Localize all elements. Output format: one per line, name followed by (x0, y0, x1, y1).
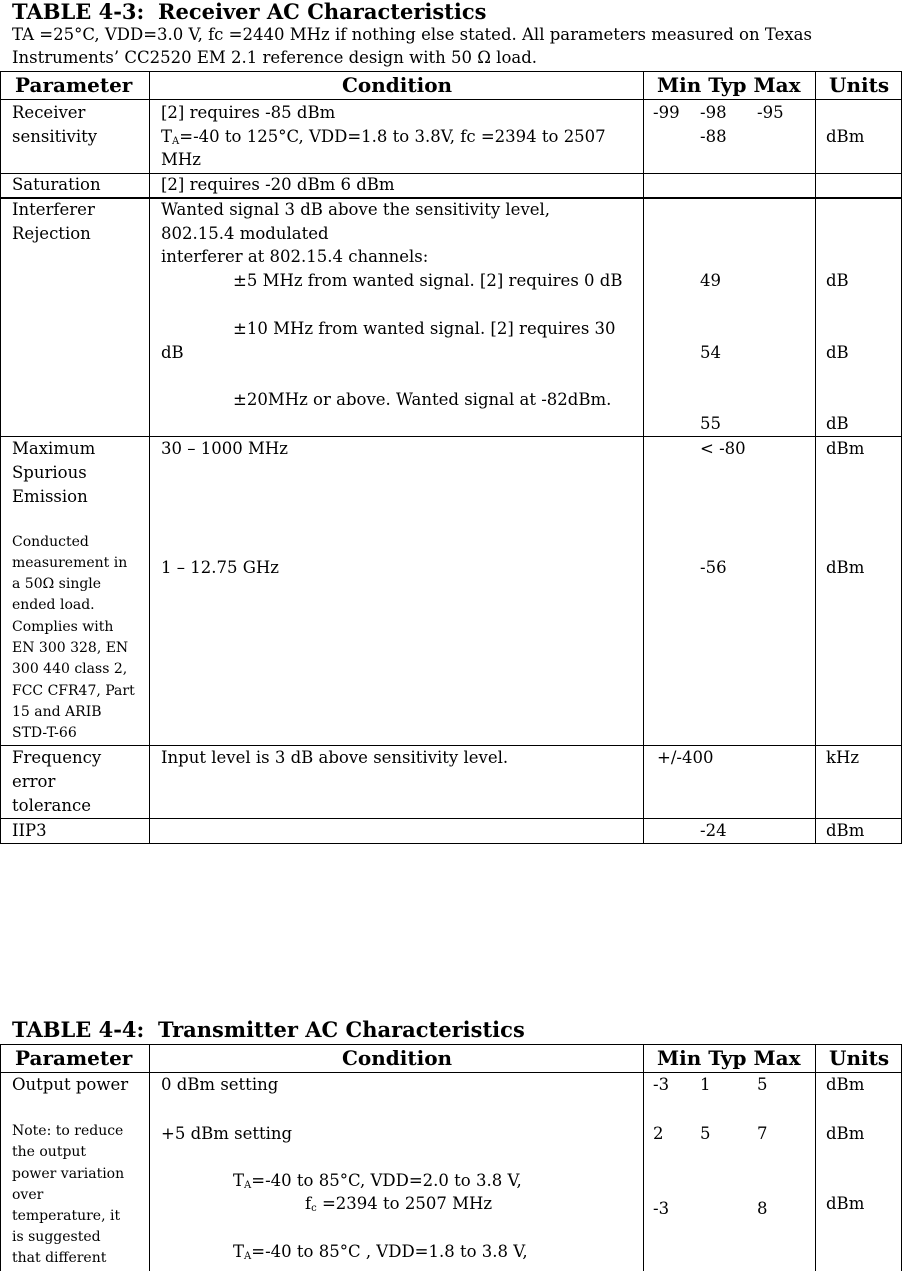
condition-text: $f_c =2394$ to 2507 MHz (305, 1194, 493, 1214)
units-value: dBm (826, 1075, 865, 1094)
units-value: dBm (826, 821, 865, 840)
condition-text: $T_A=-40$ to 85°C , VDD=1.8 to 3.8 V, (233, 1242, 528, 1262)
units-value: dB (826, 414, 849, 433)
units-value: dBm (826, 439, 865, 458)
param-text: Maximum (12, 439, 96, 458)
table-caption-line-2: Instruments’ CC2520 EM 2.1 reference design with 50 Ω load. (12, 48, 538, 67)
condition-text: 0 dBm setting (161, 1075, 279, 1094)
units-value: dB (826, 343, 849, 362)
param-text: Rejection (12, 224, 91, 243)
header-parameter: Parameter (15, 1046, 133, 1070)
param-note: measurement in (12, 555, 128, 571)
max-value: -95 (757, 103, 784, 122)
typ-value: 55 (700, 414, 721, 433)
param-note: over (12, 1187, 44, 1203)
param-text: sensitivity (12, 127, 98, 146)
param-text: Interferer (12, 200, 95, 219)
units-value: dBm (826, 558, 865, 577)
typ-value: 49 (700, 271, 721, 290)
param-text: Saturation (12, 175, 101, 194)
param-text: IIP3 (12, 821, 47, 840)
param-text: Emission (12, 487, 88, 506)
table-label: TABLE 4-4: (12, 1017, 145, 1042)
table-label: TABLE 4-3: (12, 0, 145, 24)
units-value: dB (826, 271, 849, 290)
condition-text: MHz (161, 150, 201, 169)
param-text: Output power (12, 1075, 129, 1094)
condition-text: $T_A=-40$ to 85°C, VDD=2.0 to 3.8 V, (233, 1171, 522, 1191)
param-note: EN 300 328, EN (12, 640, 129, 656)
typ-value: 54 (700, 343, 721, 362)
units-value: dBm (826, 1124, 865, 1143)
param-note: 300 440 class 2, (12, 661, 128, 677)
param-note: ended load. (12, 597, 95, 613)
units-value: dBm (826, 1194, 865, 1213)
condition-text: Input level is 3 dB above sensitivity level. (161, 748, 509, 767)
param-note: the output (12, 1144, 87, 1160)
param-note: is suggested (12, 1229, 101, 1245)
typ-value: +/-400 (657, 748, 714, 767)
max-value: 5 (757, 1075, 768, 1094)
param-text: error (12, 772, 56, 791)
param-note: Conducted (12, 534, 89, 550)
param-note: a 50Ω single (12, 576, 102, 592)
units-value: kHz (826, 748, 860, 767)
condition-text: interferer at 802.15.4 channels: (161, 247, 429, 266)
min-value: -3 (653, 1199, 670, 1218)
condition-text: 30 – 1000 MHz (161, 439, 288, 458)
typ-value: -24 (700, 821, 727, 840)
header-units: Units (829, 1046, 890, 1070)
header-condition: Condition (342, 1046, 453, 1070)
typ-value: -88 (700, 127, 727, 146)
table-title: Receiver AC Characteristics (158, 0, 487, 24)
param-note: that different (12, 1250, 107, 1266)
min-value: -3 (653, 1075, 670, 1094)
condition-text: 802.15.4 modulated (161, 224, 329, 243)
param-note: Complies with (12, 619, 114, 635)
condition-text: ±20MHz or above. Wanted signal at -82dBm. (233, 390, 612, 409)
condition-text: Wanted signal 3 dB above the sensitivity level, (161, 200, 551, 219)
table-caption-line-1: TA =25°C, VDD=3.0 V, fc =2440 MHz if nothing else stated. All parameters measured on Texas (12, 25, 812, 44)
header-parameter: Parameter (15, 73, 133, 97)
condition-text: $T_A=-40$ to 125°C, VDD=1.8 to 3.8V, fc =2394 to 2507 (161, 127, 606, 147)
param-note: power variation (12, 1166, 125, 1182)
header-units: Units (829, 73, 890, 97)
param-note: temperature, it (12, 1208, 121, 1224)
condition-text: dB (161, 343, 184, 362)
param-text: tolerance (12, 796, 91, 815)
header-condition: Condition (342, 73, 453, 97)
typ-value: -56 (700, 558, 727, 577)
condition-text: +5 dBm setting (161, 1124, 293, 1143)
max-value: 8 (757, 1199, 768, 1218)
typ-value: < -80 (700, 439, 746, 458)
min-value: 2 (653, 1124, 664, 1143)
typ-value: -98 (700, 103, 727, 122)
max-value: 7 (757, 1124, 768, 1143)
condition-text: [2] requires -85 dBm (161, 103, 336, 122)
condition-text: ±10 MHz from wanted signal. [2] requires 30 (233, 319, 616, 338)
min-value: -99 (653, 103, 680, 122)
condition-text: ±5 MHz from wanted signal. [2] requires 0 dB (233, 271, 623, 290)
typ-value: 1 (700, 1075, 711, 1094)
param-note: Note: to reduce (12, 1123, 124, 1139)
param-text: Receiver (12, 103, 86, 122)
param-note: FCC CFR47, Part (12, 683, 135, 699)
header-min-typ-max: Min Typ Max (657, 73, 801, 97)
typ-value: 5 (700, 1124, 711, 1143)
table-title: Transmitter AC Characteristics (158, 1017, 525, 1042)
condition-text: 1 – 12.75 GHz (161, 558, 279, 577)
param-text: Frequency (12, 748, 102, 767)
param-note: 15 and ARIB (12, 704, 102, 720)
units-value: dBm (826, 127, 865, 146)
header-min-typ-max: Min Typ Max (657, 1046, 801, 1070)
param-note: STD-T-66 (12, 725, 77, 741)
condition-text: [2] requires -20 dBm 6 dBm (161, 175, 395, 194)
param-text: Spurious (12, 463, 87, 482)
